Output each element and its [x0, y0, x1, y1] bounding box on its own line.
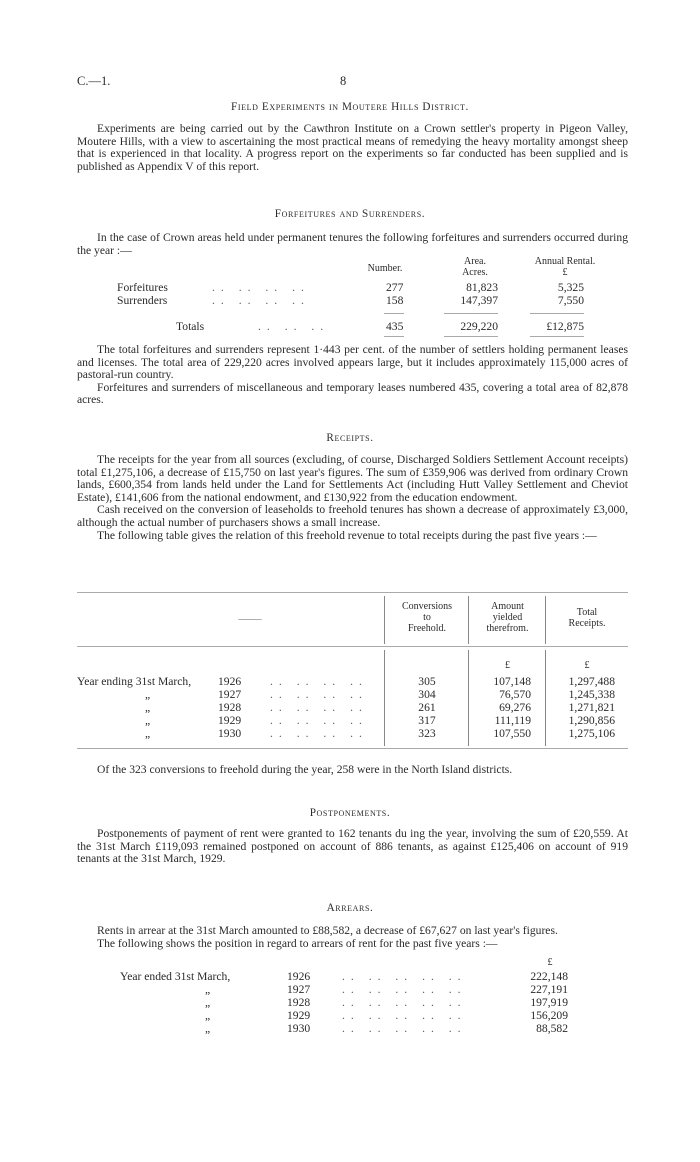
- surrenders-row-rental: 7,550: [557, 294, 584, 307]
- arrears-row-year: 1927: [287, 983, 311, 996]
- arrears-row-value: 227,191: [530, 983, 568, 996]
- arrears-row-year: 1929: [287, 1009, 311, 1022]
- amount-header-line: yielded: [492, 612, 523, 623]
- arrears-row-ditto: „: [205, 1009, 211, 1022]
- arrears-row-year: 1928: [287, 996, 311, 1009]
- table-row-conversions: 261: [418, 701, 436, 714]
- table-row-total: 1,275,106: [568, 727, 615, 740]
- header-left: C.—1.: [77, 74, 111, 88]
- leader-dots: .. .. .. ..: [270, 688, 368, 701]
- surrenders-row-area: 147,397: [460, 294, 498, 307]
- forfeitures-paragraph: Forfeitures and surrenders of miscellaneous and temporary leases numbered 435, covering a total area of 82,878 acres.: [77, 380, 628, 407]
- totals-rental: £12,875: [546, 320, 584, 333]
- postponements-text: [77, 828, 628, 866]
- table-row-conversions: 317: [418, 714, 436, 727]
- arrears-row-value: 222,148: [530, 970, 568, 983]
- receipts-after-text: Of the 323 conversions to freehold during the year, 258 were in the North Island districts.: [97, 763, 513, 776]
- conversions-header-line: Freehold.: [407, 623, 447, 634]
- col-area-unit: Acres.: [462, 267, 488, 278]
- amount-header: [470, 601, 545, 634]
- surrenders-row-number: 158: [386, 294, 404, 307]
- totals-label: Totals: [176, 320, 205, 333]
- leader-dots: .. .. .. .. ..: [342, 1022, 467, 1035]
- conversions-header-line: to: [423, 612, 431, 623]
- forfeitures-row-rental: 5,325: [557, 281, 584, 294]
- leader-dots: .. .. .. .. ..: [342, 970, 467, 983]
- arrears-heading: Arrears.: [326, 902, 374, 914]
- totals-area: 229,220: [460, 320, 498, 333]
- conversions-header: [386, 601, 468, 634]
- forfeitures-row-label: Forfeitures: [117, 281, 168, 294]
- surrenders-row-label: Surrenders: [117, 294, 168, 307]
- arrears-row-label: Year ended 31st March,: [120, 970, 231, 983]
- page-number: 8: [340, 74, 347, 88]
- column-divider: [545, 650, 546, 746]
- table-row-total: 1,290,856: [568, 714, 615, 727]
- leader-dots: .. .. .. ..: [212, 281, 310, 294]
- arrears-currency: £: [547, 957, 553, 968]
- table-row-total: 1,271,821: [568, 701, 615, 714]
- receipts-paragraph: The following table gives the relation of this freehold revenue to total receipts during the past five years :—: [97, 528, 597, 542]
- arrears-row-value: 197,919: [530, 996, 568, 1009]
- postponements-paragraph: Postponements of payment of rent were granted to 162 tenants du ing the year, involving the sum of £20,559. At the 31st March £119,093 remained postponed on account of 886 tenants, as against £125,406 on account of 919 tenants at the 31st March, 1929.: [77, 827, 628, 866]
- leader-dots: .. .. .. .. ..: [342, 996, 467, 1009]
- total-currency: £: [584, 660, 590, 671]
- conversions-header-line: Conversions: [402, 601, 452, 612]
- leader-dots: .. .. .. ..: [270, 727, 368, 740]
- arrears-text: [77, 925, 628, 950]
- amount-header-line: Amount: [491, 601, 524, 612]
- leader-dots: .. .. .. ..: [212, 294, 310, 307]
- table-row-amount: 107,550: [493, 727, 531, 740]
- totals-number: 435: [386, 320, 404, 333]
- receipts-after: [77, 764, 628, 777]
- column-divider: [384, 650, 385, 746]
- leader-dots: .. .. .. .. ..: [342, 983, 467, 996]
- table-row-label: Year ending 31st March,: [77, 675, 192, 688]
- field-text: [77, 123, 628, 173]
- table-row-total: 1,297,488: [568, 675, 615, 688]
- column-divider: [545, 596, 546, 644]
- forfeitures-intro-text: In the case of Crown areas held under permanent tenures the following forfeitures and surrenders occurred during the year :—: [77, 231, 628, 257]
- total-rule: [444, 336, 498, 337]
- arrears-row-ditto: „: [205, 996, 211, 1009]
- table-row-ditto: „: [145, 714, 151, 727]
- receipts-text: [77, 454, 628, 542]
- table-row-conversions: 323: [418, 727, 436, 740]
- table-row-conversions: 305: [418, 675, 436, 688]
- arrears-row-value: 88,582: [536, 1022, 568, 1035]
- table-row-amount: 69,276: [499, 701, 531, 714]
- arrears-row-ditto: „: [205, 1022, 211, 1035]
- column-divider: [468, 650, 469, 746]
- forfeitures-row-area: 81,823: [466, 281, 498, 294]
- table-bottom-rule: [77, 748, 628, 749]
- forfeitures-text: [77, 344, 628, 407]
- col-rental-header: Annual Rental.: [534, 256, 596, 267]
- leader-dots: .. .. .. .. ..: [342, 1009, 467, 1022]
- forfeitures-row-number: 277: [386, 281, 404, 294]
- total-header-line: Receipts.: [568, 618, 606, 629]
- arrears-row-value: 156,209: [530, 1009, 568, 1022]
- table-row-ditto: „: [145, 727, 151, 740]
- field-heading: Field Experiments in Moutere Hills District.: [231, 101, 469, 113]
- sum-rule: [530, 313, 584, 314]
- table-top-rule: [77, 592, 628, 593]
- sum-rule: [444, 313, 498, 314]
- table-row-amount: 107,148: [493, 675, 531, 688]
- total-receipts-header: [547, 607, 627, 629]
- leader-dots: .. .. ..: [258, 320, 330, 333]
- total-header-line: Total: [576, 607, 598, 618]
- table-row-ditto: „: [145, 701, 151, 714]
- table-row-year: 1928: [218, 701, 242, 714]
- table-row-year: 1926: [218, 675, 242, 688]
- leader-dots: .. .. .. ..: [270, 701, 368, 714]
- col-rental-unit: £: [562, 267, 568, 278]
- arrears-row-ditto: „: [205, 983, 211, 996]
- forfeitures-paragraph: The total forfeitures and surrenders represent 1·443 per cent. of the number of settlers holding permanent leases and licenses. The total area of 229,220 acres involved appears large, but it includes approximately 115,000 acres of pastoral-run country.: [77, 343, 628, 382]
- arrears-row-year: 1930: [287, 1022, 311, 1035]
- sum-rule: [384, 313, 404, 314]
- leader-dots: .. .. .. ..: [270, 675, 368, 688]
- table-row-year: 1930: [218, 727, 242, 740]
- table-row-ditto: „: [145, 688, 151, 701]
- arrears-row-year: 1926: [287, 970, 311, 983]
- amount-header-line: therefrom.: [486, 623, 529, 634]
- receipts-paragraph: The receipts for the year from all sources (excluding, of course, Discharged Soldiers Settlement Account receipts) total £1,275,106, a decrease of £15,750 on last year's figures. The sum of £359,906 was derived from ordinary Crown lands, £600,354 from lands held under the Land for Settlements Act (including Hutt Valley Settlement and Cheviot Estate), £141,606 from the national endowment, and £130,922 from the education endowment.: [77, 453, 628, 504]
- column-divider: [468, 596, 469, 644]
- table-row-amount: 76,570: [499, 688, 531, 701]
- receipts-heading: Receipts.: [326, 432, 374, 444]
- total-rule: [530, 336, 584, 337]
- amount-currency: £: [505, 660, 510, 671]
- table-row-year: 1929: [218, 714, 242, 727]
- total-rule: [384, 336, 404, 337]
- field-paragraph: Experiments are being carried out by the Cawthron Institute on a Crown settler's property in Pigeon Valley, Moutere Hills, with a view to ascertaining the most practical means of remedying the heavy mortality amongst sheep that is experienced in that locality. A progress report on the experiments so far conducted has been supplied and is published as Appendix V of this report.: [77, 122, 628, 173]
- col-number-header: Number.: [367, 263, 403, 274]
- arrears-paragraph: The following shows the position in regard to arrears of rent for the past five years :—: [97, 936, 498, 950]
- table-row-total: 1,245,338: [568, 688, 615, 701]
- receipts-paragraph: Cash received on the conversion of leaseholds to freehold tenures has shown a decrease of approximately £3,000, although the actual number of purchasers shows a small increase.: [77, 503, 628, 529]
- col-area-header: Area.: [464, 256, 486, 267]
- forfeitures-intro: [77, 232, 628, 257]
- table-header-rule: [77, 646, 628, 647]
- leader-dots: .. .. .. ..: [270, 714, 368, 727]
- table-row-conversions: 304: [418, 688, 436, 701]
- table-row-amount: 111,119: [494, 714, 531, 727]
- arrears-paragraph: Rents in arrear at the 31st March amounted to £88,582, a decrease of £67,627 on last year's figures.: [97, 924, 558, 937]
- table-row-year: 1927: [218, 688, 242, 701]
- column-divider: [384, 596, 385, 644]
- postponements-heading: Postponements.: [309, 807, 391, 819]
- forfeitures-heading: Forfeitures and Surrenders.: [274, 208, 426, 220]
- table-blank-header: ——: [238, 612, 262, 625]
